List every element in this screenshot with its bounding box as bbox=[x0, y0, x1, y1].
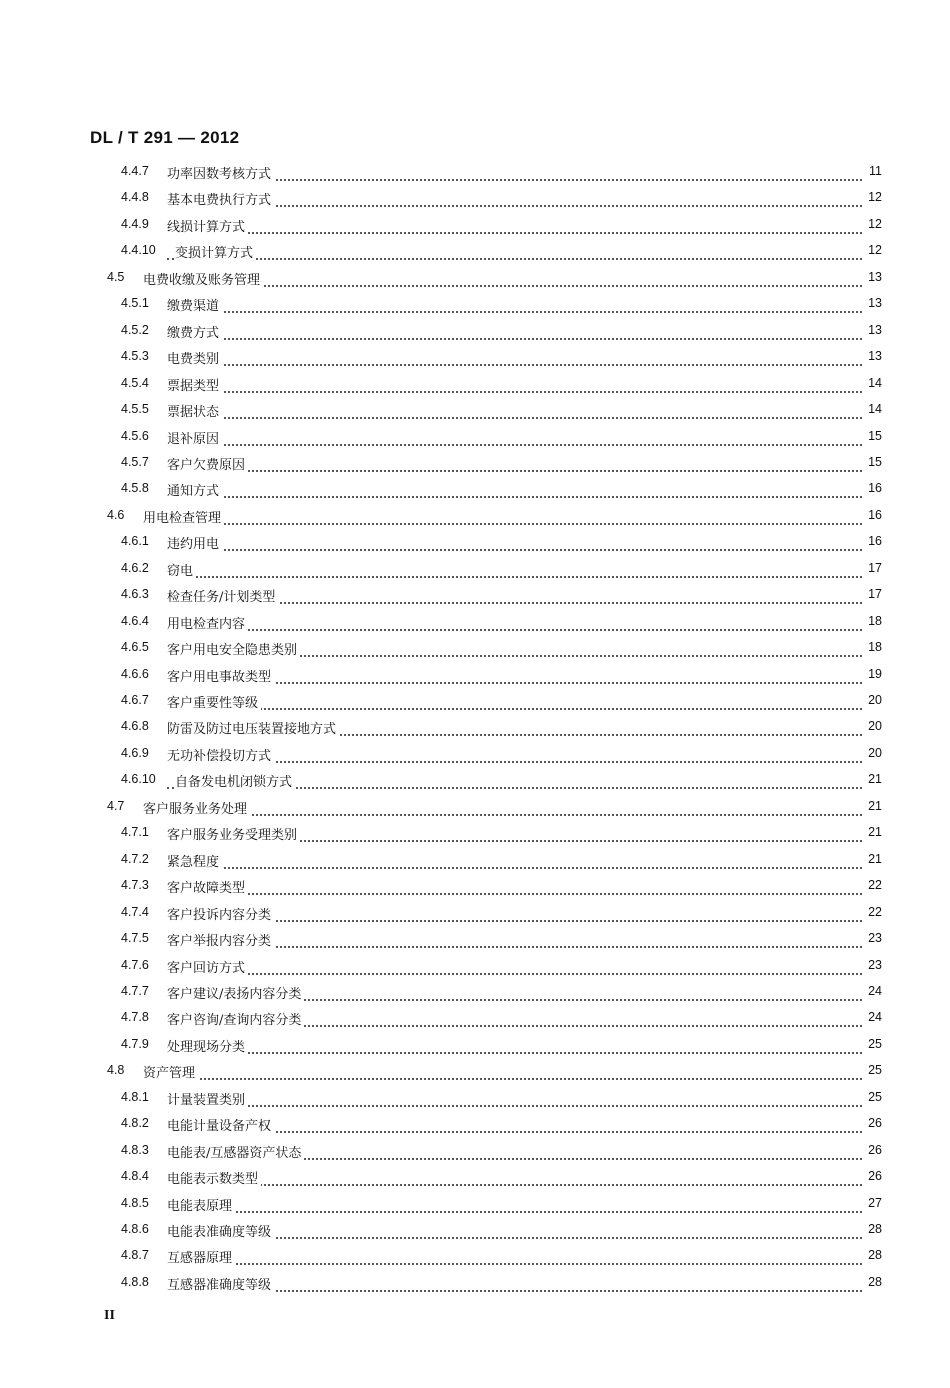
toc-entry-page: 28 bbox=[858, 1248, 882, 1262]
toc-entry-title: 违约用电 bbox=[167, 533, 222, 552]
toc-entry-number: 4.6.10 bbox=[121, 772, 156, 787]
toc-entry-page: 11 bbox=[858, 164, 882, 178]
toc-entry-title: 无功补偿投切方式 bbox=[167, 745, 274, 764]
toc-entry-title: 客户投诉内容分类 bbox=[167, 904, 274, 923]
toc-entry-title: 客户用电安全隐患类别 bbox=[167, 639, 300, 658]
toc-entry[interactable] bbox=[0, 476, 950, 502]
toc-leader-dots bbox=[167, 956, 862, 975]
toc-entry[interactable] bbox=[0, 159, 950, 185]
toc-entry-title: 资产管理 bbox=[143, 1062, 198, 1081]
toc-entry-number: 4.6.8 bbox=[121, 719, 149, 734]
toc-entry-title: 退补原因 bbox=[167, 428, 222, 447]
toc-entry-page: 22 bbox=[858, 878, 882, 892]
toc-entry[interactable] bbox=[0, 820, 950, 846]
toc-entry-title: 线损计算方式 bbox=[167, 216, 248, 235]
toc-leader-dots bbox=[143, 1061, 862, 1080]
toc-entry[interactable] bbox=[0, 582, 950, 608]
toc-entry-title: 电能表原理 bbox=[167, 1195, 235, 1214]
toc-entry[interactable] bbox=[0, 1005, 950, 1031]
toc-entry-title: 缴费方式 bbox=[167, 322, 222, 341]
toc-entry-number: 4.7.7 bbox=[121, 983, 149, 998]
toc-leader-dots bbox=[167, 241, 862, 260]
toc-entry-page: 28 bbox=[858, 1275, 882, 1289]
toc-entry-page: 17 bbox=[858, 587, 882, 601]
toc-entry-number: 4.7.1 bbox=[121, 825, 149, 840]
toc-entry-number: 4.4.7 bbox=[121, 164, 149, 178]
toc-entry-number: 4.5 bbox=[107, 269, 125, 284]
toc-entry-number: 4.5.8 bbox=[121, 481, 149, 496]
toc-entry-title: 客户用电事故类型 bbox=[167, 666, 274, 685]
toc-entry-title: 互感器原理 bbox=[167, 1247, 235, 1266]
toc-entry[interactable] bbox=[0, 556, 950, 582]
toc-entry-number: 4.5.1 bbox=[121, 296, 149, 311]
toc-entry-title: 基本电费执行方式 bbox=[167, 189, 274, 208]
toc-leader-dots bbox=[167, 347, 862, 366]
toc-entry-page: 19 bbox=[858, 667, 882, 681]
toc-entry[interactable] bbox=[0, 318, 950, 344]
toc-leader-dots bbox=[167, 612, 862, 631]
toc-entry-number: 4.7.9 bbox=[121, 1036, 149, 1051]
toc-entry-page: 12 bbox=[858, 190, 882, 204]
toc-entry-title: 电费类别 bbox=[167, 348, 222, 367]
toc-entry[interactable] bbox=[0, 741, 950, 767]
toc-entry-number: 4.5.2 bbox=[121, 322, 149, 337]
toc-entry-page: 12 bbox=[858, 243, 882, 257]
toc-entry[interactable] bbox=[0, 424, 950, 450]
toc-entry-page: 14 bbox=[858, 376, 882, 390]
toc-entry-page: 20 bbox=[858, 746, 882, 760]
toc-entry-page: 20 bbox=[858, 719, 882, 733]
toc-leader-dots bbox=[167, 427, 862, 446]
toc-entry[interactable] bbox=[0, 714, 950, 740]
toc-entry-number: 4.8.6 bbox=[121, 1222, 149, 1236]
toc-entry[interactable] bbox=[0, 635, 950, 661]
toc-entry-page: 16 bbox=[858, 534, 882, 548]
toc-entry-title: 客户服务业务处理 bbox=[143, 798, 250, 817]
toc-entry-number: 4.6.4 bbox=[121, 613, 149, 628]
toc-entry-number: 4.5.5 bbox=[121, 402, 149, 417]
toc-entry-number: 4.6.9 bbox=[121, 745, 149, 760]
toc-entry-title: 用电检查管理 bbox=[143, 507, 224, 526]
toc-entry[interactable] bbox=[0, 371, 950, 397]
toc-entry-page: 21 bbox=[858, 825, 882, 839]
toc-entry[interactable] bbox=[0, 1085, 950, 1111]
toc-entry[interactable] bbox=[0, 1138, 950, 1164]
toc-entry-page: 13 bbox=[858, 323, 882, 337]
toc-entry-number: 4.4.8 bbox=[121, 190, 149, 205]
toc-entry-title: 窃电 bbox=[167, 560, 196, 579]
toc-entry[interactable] bbox=[0, 1111, 950, 1137]
toc-entry-number: 4.4.9 bbox=[121, 216, 149, 231]
toc-entry[interactable] bbox=[0, 397, 950, 423]
toc-leader-dots bbox=[167, 850, 862, 869]
toc-entry-number: 4.7.5 bbox=[121, 931, 149, 946]
toc-entry[interactable] bbox=[0, 609, 950, 635]
toc-leader-dots bbox=[167, 559, 862, 578]
toc-entry[interactable] bbox=[0, 185, 950, 211]
toc-entry[interactable] bbox=[0, 662, 950, 688]
toc-entry-page: 26 bbox=[858, 1143, 882, 1157]
toc-entry-page: 22 bbox=[858, 905, 882, 919]
toc-entry[interactable] bbox=[0, 688, 950, 714]
toc-entry-title: 用电检查内容 bbox=[167, 613, 248, 632]
toc-entry-number: 4.8.4 bbox=[121, 1169, 149, 1184]
toc-entry-page: 27 bbox=[858, 1196, 882, 1210]
toc-entry[interactable] bbox=[0, 767, 950, 793]
toc-leader-dots bbox=[167, 1035, 862, 1054]
toc-leader-dots bbox=[167, 532, 862, 551]
toc-entry-title: 防雷及防过电压装置接地方式 bbox=[167, 718, 339, 737]
toc-entry-number: 4.5.4 bbox=[121, 375, 149, 390]
toc-entry[interactable] bbox=[0, 238, 950, 264]
toc-entry-title: 票据状态 bbox=[167, 401, 222, 420]
toc-entry-page: 21 bbox=[858, 852, 882, 866]
toc-entry-number: 4.6 bbox=[107, 507, 125, 522]
toc-entry[interactable] bbox=[0, 344, 950, 370]
toc-entry-page: 15 bbox=[858, 455, 882, 469]
toc-entry-number: 4.7.8 bbox=[121, 1010, 149, 1025]
toc-entry-number: 4.5.7 bbox=[121, 454, 149, 469]
toc-entry-title: 客户重要性等级 bbox=[167, 692, 261, 711]
toc-entry[interactable] bbox=[0, 450, 950, 476]
toc-leader-dots bbox=[167, 400, 862, 419]
toc-entry-number: 4.7.3 bbox=[121, 878, 149, 893]
toc-entry[interactable] bbox=[0, 1191, 950, 1217]
toc-entry[interactable] bbox=[0, 979, 950, 1005]
toc-entry[interactable] bbox=[0, 794, 950, 820]
toc-entry-title: 电能计量设备产权 bbox=[167, 1115, 274, 1134]
toc-entry-number: 4.8.1 bbox=[121, 1089, 149, 1104]
toc-entry-number: 4.6.5 bbox=[121, 640, 149, 655]
toc-entry-title: 处理现场分类 bbox=[167, 1036, 248, 1055]
toc-entry-page: 23 bbox=[858, 958, 882, 972]
toc-entry[interactable] bbox=[0, 847, 950, 873]
toc-entry-page: 20 bbox=[858, 693, 882, 707]
toc-leader-dots bbox=[167, 1194, 862, 1213]
toc-entry[interactable] bbox=[0, 529, 950, 555]
toc-entry-page: 17 bbox=[858, 561, 882, 575]
toc-leader-dots bbox=[167, 321, 862, 340]
toc-entry-page: 28 bbox=[858, 1222, 882, 1236]
toc-entry-title: 电能表准确度等级 bbox=[167, 1221, 274, 1240]
toc-entry[interactable] bbox=[0, 212, 950, 238]
toc-entry-title: 客户建议/表扬内容分类 bbox=[167, 983, 304, 1002]
toc-leader-dots bbox=[167, 215, 862, 234]
toc-entry-number: 4.6.2 bbox=[121, 560, 149, 575]
toc-entry-page: 26 bbox=[858, 1116, 882, 1130]
toc-entry-number: 4.6.1 bbox=[121, 534, 149, 549]
toc-entry-title: 电能表示数类型 bbox=[167, 1168, 261, 1187]
toc-entry-title: 功率因数考核方式 bbox=[167, 163, 274, 182]
toc-leader-dots bbox=[143, 506, 862, 525]
toc-entry-title: 缴费渠道 bbox=[167, 295, 222, 314]
toc-entry-page: 16 bbox=[858, 481, 882, 495]
toc-entry-number: 4.4.10 bbox=[121, 243, 156, 258]
page-number: II bbox=[104, 1308, 115, 1323]
toc-entry-page: 21 bbox=[858, 799, 882, 813]
toc-entry-number: 4.8.5 bbox=[121, 1195, 149, 1210]
toc-entry-number: 4.7 bbox=[107, 798, 125, 813]
toc-entry-title: 电费收缴及账务管理 bbox=[143, 269, 263, 288]
toc-entry-page: 24 bbox=[858, 984, 882, 998]
toc-entry-page: 16 bbox=[858, 508, 882, 522]
toc-entry-number: 4.8.8 bbox=[121, 1274, 149, 1289]
toc-entry-page: 14 bbox=[858, 402, 882, 416]
toc-entry[interactable] bbox=[0, 953, 950, 979]
toc-entry-number: 4.7.6 bbox=[121, 957, 149, 972]
toc-entry-number: 4.7.4 bbox=[121, 904, 149, 919]
toc-entry[interactable] bbox=[0, 1032, 950, 1058]
toc-entry-title: 计量装置类别 bbox=[167, 1089, 248, 1108]
toc-leader-dots bbox=[167, 691, 862, 710]
toc-entry[interactable] bbox=[0, 926, 950, 952]
toc-entry-number: 4.6.3 bbox=[121, 587, 149, 602]
toc-entry[interactable] bbox=[0, 265, 950, 291]
toc-entry-page: 18 bbox=[858, 614, 882, 628]
toc-entry-page: 13 bbox=[858, 296, 882, 310]
toc-entry-number: 4.8 bbox=[107, 1063, 125, 1078]
toc-entry[interactable] bbox=[0, 1270, 950, 1296]
toc-entry-page: 25 bbox=[858, 1037, 882, 1051]
toc-entry[interactable] bbox=[0, 1217, 950, 1243]
toc-entry-title: 互感器准确度等级 bbox=[167, 1274, 274, 1293]
toc-entry[interactable] bbox=[0, 900, 950, 926]
toc-entry-page: 13 bbox=[858, 349, 882, 363]
toc-entry[interactable] bbox=[0, 1243, 950, 1269]
toc-entry-title: 通知方式 bbox=[167, 480, 222, 499]
toc-leader-dots bbox=[167, 294, 862, 313]
standard-code-header: DL / T 291 — 2012 bbox=[90, 128, 240, 147]
toc-leader-dots bbox=[167, 1167, 862, 1186]
toc-entry-number: 4.6.7 bbox=[121, 693, 149, 707]
toc-leader-dots bbox=[167, 453, 862, 472]
toc-entry-number: 4.8.2 bbox=[121, 1116, 149, 1131]
toc-leader-dots bbox=[143, 797, 862, 816]
toc-entry-page: 15 bbox=[858, 429, 882, 443]
toc-entry-title: 变损计算方式 bbox=[175, 242, 256, 261]
toc-entry-title: 电能表/互感器资产状态 bbox=[167, 1142, 304, 1161]
toc-entry-page: 12 bbox=[858, 217, 882, 231]
toc-entry[interactable] bbox=[0, 503, 950, 529]
toc-leader-dots bbox=[167, 374, 862, 393]
toc-entry[interactable] bbox=[0, 1058, 950, 1084]
toc-entry-number: 4.5.6 bbox=[121, 428, 149, 443]
toc-entry-number: 4.7.2 bbox=[121, 851, 149, 866]
toc-entry-page: 25 bbox=[858, 1063, 882, 1077]
toc-entry-page: 21 bbox=[858, 772, 882, 786]
toc-entry-page: 23 bbox=[858, 931, 882, 945]
toc-entry-title: 客户故障类型 bbox=[167, 877, 248, 896]
toc-entry-page: 26 bbox=[858, 1169, 882, 1183]
toc-leader-dots bbox=[167, 1246, 862, 1265]
toc-entry-number: 4.8.7 bbox=[121, 1248, 149, 1263]
toc-entry[interactable] bbox=[0, 873, 950, 899]
toc-entry[interactable] bbox=[0, 1164, 950, 1190]
toc-entry-title: 客户欠费原因 bbox=[167, 454, 248, 473]
toc-entry-number: 4.8.3 bbox=[121, 1142, 149, 1157]
toc-leader-dots bbox=[167, 1088, 862, 1107]
toc-entry-page: 18 bbox=[858, 640, 882, 654]
toc-entry-page: 24 bbox=[858, 1010, 882, 1024]
toc-entry-title: 客户回访方式 bbox=[167, 957, 248, 976]
toc-entry-title: 检查任务/计划类型 bbox=[167, 586, 278, 605]
toc-entry-page: 25 bbox=[858, 1090, 882, 1104]
toc-entry-title: 紧急程度 bbox=[167, 851, 222, 870]
toc-leader-dots bbox=[167, 479, 862, 498]
toc-entry-page: 13 bbox=[858, 270, 882, 284]
toc-entry[interactable] bbox=[0, 291, 950, 317]
toc-entry-title: 自备发电机闭锁方式 bbox=[175, 771, 295, 790]
toc-entry-title: 票据类型 bbox=[167, 375, 222, 394]
toc-entry-number: 4.6.6 bbox=[121, 666, 149, 681]
toc-entry-title: 客户服务业务受理类别 bbox=[167, 824, 300, 843]
toc-entry-title: 客户举报内容分类 bbox=[167, 930, 274, 949]
toc-leader-dots bbox=[167, 876, 862, 895]
toc-entry-title: 客户咨询/查询内容分类 bbox=[167, 1009, 304, 1028]
toc-entry-number: 4.5.3 bbox=[121, 349, 149, 364]
